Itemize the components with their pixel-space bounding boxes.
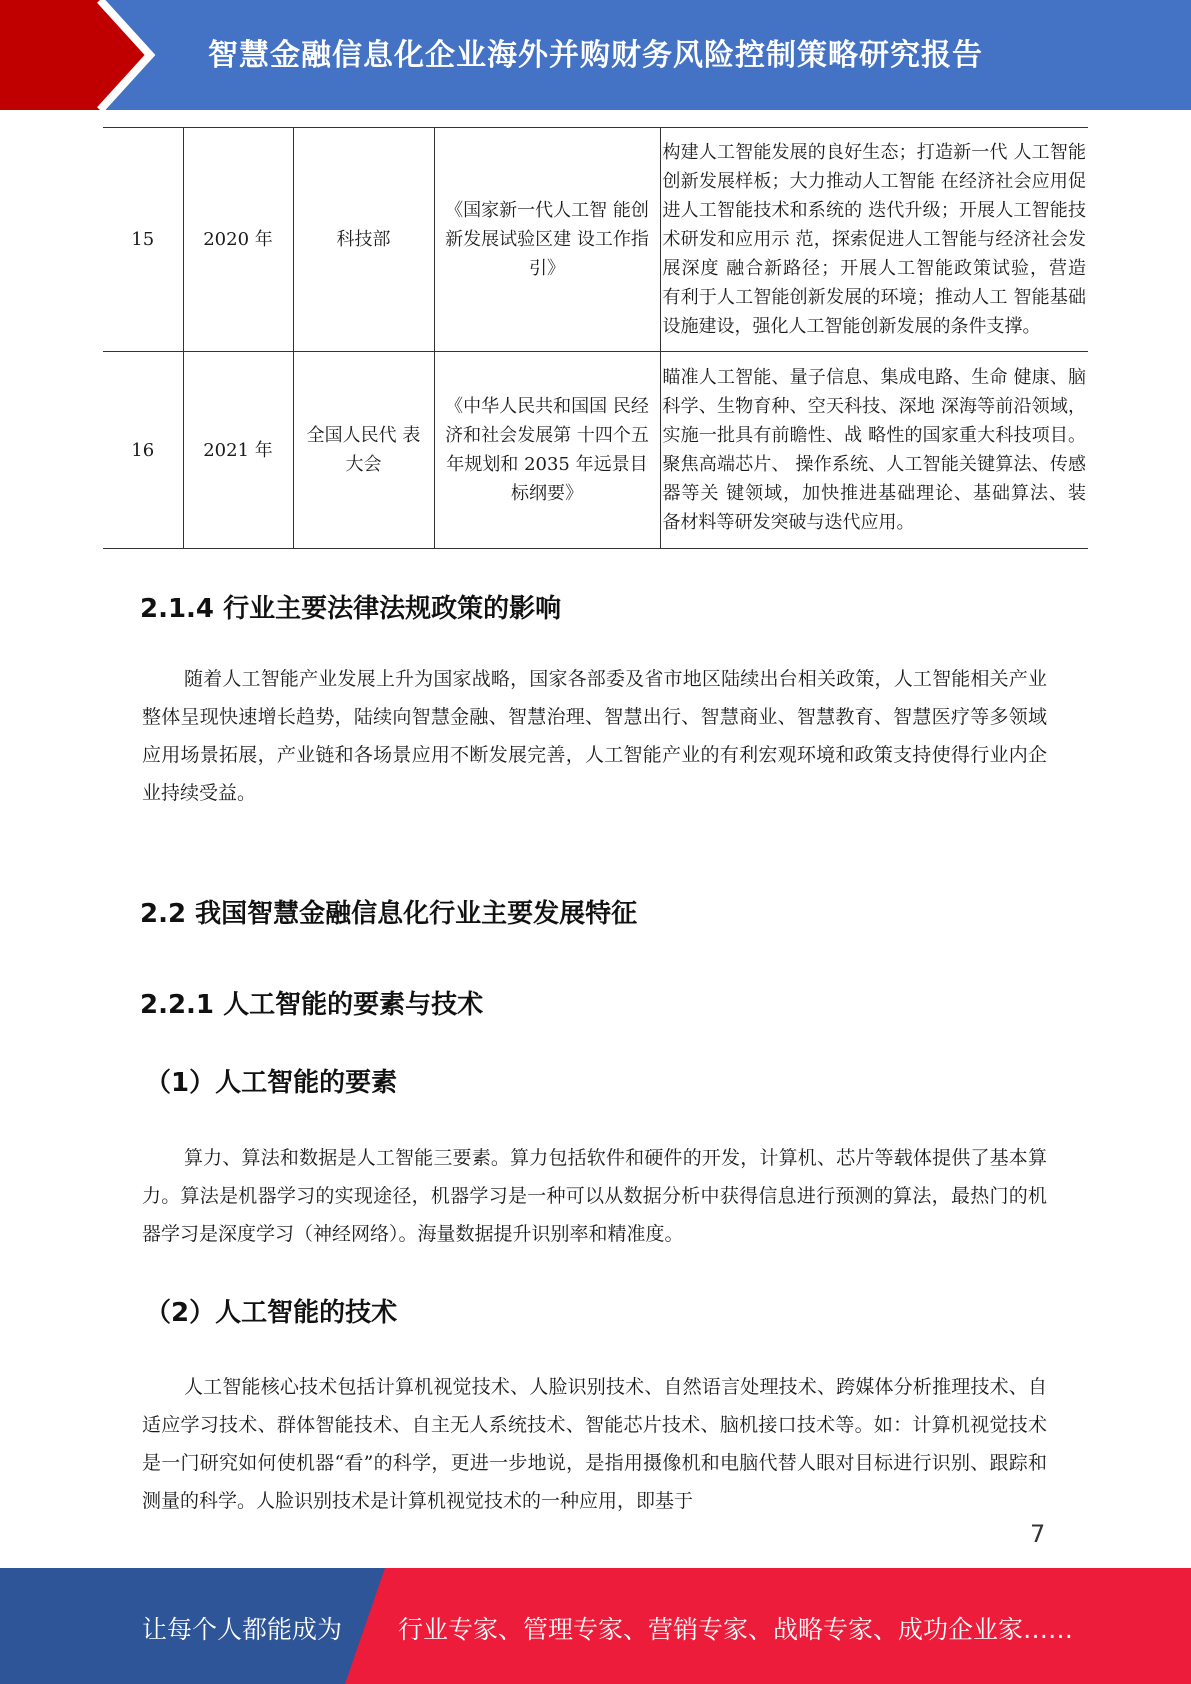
row-year: 2020 年 — [183, 128, 293, 352]
row-number: 16 — [103, 352, 183, 549]
section-heading-2-2: 2.2 我国智慧金融信息化行业主要发展特征 — [140, 899, 638, 929]
footer-slogan-left: 让每个人都能成为 — [142, 1615, 343, 1644]
section-paragraph: 人工智能核心技术包括计算机视觉技术、人脸识别技术、自然语言处理技术、跨媒体分析推理技术、自适应学习技术、群体智能技术、自主无人系统技术、智能芯片技术、脑机接口技术等。如：计算机视觉技术是一门研究如何使机器“看”的科学，更进一步地说，是指用摄像机和电脑代替人眼对目标进行识别、跟踪和测量的科学。人脸识别技术是计算机视觉技术的一种应用，即基于 — [142, 1376, 1047, 1512]
table-row — [103, 352, 1088, 549]
row-number: 15 — [103, 128, 183, 352]
table-row — [103, 128, 1088, 352]
section-heading-2-1-4: 2.1.4 行业主要法律法规政策的影响 — [140, 594, 562, 624]
section-paragraph: 随着人工智能产业发展上升为国家战略，国家各部委及省市地区陆续出台相关政策，人工智能相关产业整体呈现快速增长趋势，陆续向智慧金融、智慧治理、智慧出行、智慧商业、智慧教育、智慧医疗等多领域应用场景拓展，产业链和各场景应用不断发展完善，人工智能产业的有利宏观环境和政策支持使得行业内企业持续受益。 — [142, 668, 1047, 804]
row-department: 科技部 — [293, 128, 434, 352]
page-header — [0, 0, 1191, 110]
row-document: 《国家新一代人工智 能创新发展试验区建 设工作指引》 — [434, 128, 660, 352]
row-document: 《中华人民共和国国 民经济和社会发展第 十四个五年规划和 2035 年远景目标纲要》 — [434, 352, 660, 549]
page-footer — [0, 1568, 1191, 1684]
subsection-heading-2: （2）人工智能的技术 — [145, 1298, 398, 1328]
row-content: 构建人工智能发展的良好生态；打造新一代 人工智能创新发展样板；大力推动人工智能 在经济社会应用促进人工智能技术和系统的 迭代升级；开展人工智能技术研发和应用示 范，探索促进人工智能与经济社会发展深度 融合新路径；开展人工智能政策试验，营造 有利于人工智能创新发展的环境；推动人工 智能基础设施建设，强化人工智能创新发展的条件支撑。 — [660, 128, 1088, 352]
footer-slogan-right: 行业专家、管理专家、营销专家、战略专家、成功企业家…… — [398, 1615, 1074, 1644]
report-title: 智慧金融信息化企业海外并购财务风险控制策略研究报告 — [208, 38, 983, 73]
section-heading-2-2-1: 2.2.1 人工智能的要素与技术 — [140, 990, 484, 1020]
policy-table — [103, 127, 1088, 549]
page-number: 7 — [1030, 1520, 1046, 1548]
row-content: 瞄准人工智能、量子信息、集成电路、生命 健康、脑科学、生物育种、空天科技、深地 深海等前沿领域，实施一批具有前瞻性、战 略性的国家重大科技项目。聚焦高端芯片、 操作系统、人工智能关键算法、传感器等关 键领域，加快推进基础理论、基础算法、装 备材料等研发突破与迭代应用。 — [660, 352, 1088, 549]
row-year: 2021 年 — [183, 352, 293, 549]
subsection-heading-1: （1）人工智能的要素 — [145, 1068, 398, 1098]
section-paragraph: 算力、算法和数据是人工智能三要素。算力包括软件和硬件的开发，计算机、芯片等载体提供了基本算力。算法是机器学习的实现途径，机器学习是一种可以从数据分析中获得信息进行预测的算法，最热门的机器学习是深度学习（神经网络）。海量数据提升识别率和精准度。 — [142, 1147, 1047, 1245]
row-department: 全国人民代 表大会 — [293, 352, 434, 549]
